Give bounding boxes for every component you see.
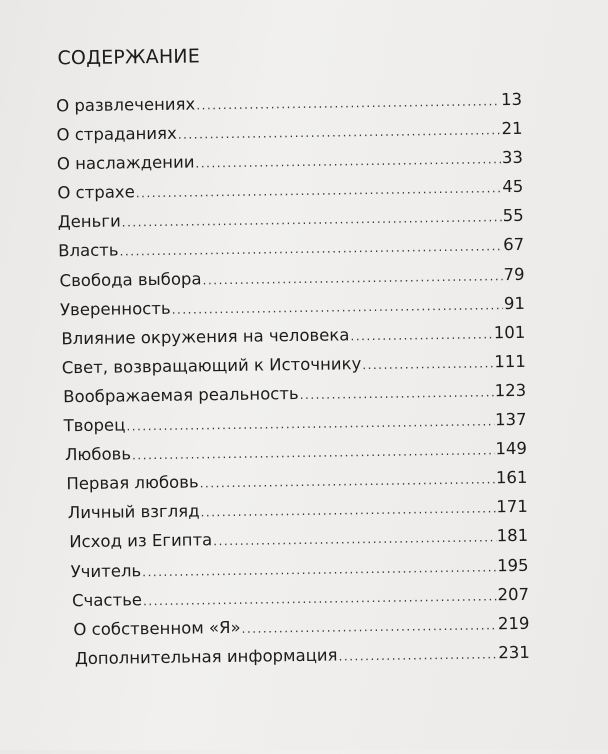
toc-entry-title: Деньги bbox=[57, 211, 121, 232]
toc-entry-title: Свет, возвращающий к Источнику bbox=[61, 353, 362, 378]
toc-entry-page-number: 101 bbox=[493, 322, 526, 343]
toc-entry-page-number: 13 bbox=[500, 89, 523, 110]
dot-leader bbox=[119, 240, 502, 259]
toc-entry-title: О наслаждении bbox=[56, 152, 195, 174]
toc-entry-page-number: 45 bbox=[502, 177, 524, 197]
toc-entry-page-number: 33 bbox=[501, 148, 524, 168]
dot-leader bbox=[338, 647, 497, 663]
toc-entry-title: Свобода выбора bbox=[59, 268, 202, 290]
toc-entry-title: Счастье bbox=[71, 589, 143, 610]
toc-entry-page-number: 195 bbox=[496, 555, 529, 575]
toc-entry-title: Любовь bbox=[64, 444, 132, 465]
toc-entry-title: Влияние окружения на человека bbox=[61, 325, 350, 349]
dot-leader bbox=[213, 531, 496, 549]
dot-leader bbox=[242, 618, 498, 636]
toc-entry-page-number: 161 bbox=[495, 468, 528, 488]
toc-entry-title: Учитель bbox=[70, 560, 142, 581]
toc-entry bbox=[64, 643, 530, 679]
toc-entry-title: О страхе bbox=[57, 182, 135, 203]
dot-leader bbox=[132, 443, 495, 462]
dot-leader bbox=[350, 327, 493, 343]
dot-leader bbox=[178, 123, 501, 142]
toc-entry-title: Воображаемая реальность bbox=[63, 383, 299, 407]
toc-entry-page-number: 149 bbox=[495, 438, 528, 459]
toc-heading: СОДЕРЖАНИЕ bbox=[57, 45, 201, 70]
toc-entry-page-number: 79 bbox=[503, 264, 525, 284]
toc-entry-title: О развлечениях bbox=[56, 94, 196, 116]
toc-entry-title: Власть bbox=[58, 240, 119, 261]
toc-entry-page-number: 123 bbox=[494, 380, 527, 401]
table-of-contents bbox=[56, 90, 530, 678]
dot-leader bbox=[200, 502, 495, 520]
toc-entry-page-number: 91 bbox=[503, 293, 526, 313]
toc-entry-page-number: 231 bbox=[498, 642, 530, 663]
dot-leader bbox=[122, 211, 502, 230]
toc-entry-title: Творец bbox=[63, 415, 126, 436]
dot-leader bbox=[142, 560, 496, 579]
toc-entry-title: О собственном «Я» bbox=[73, 617, 241, 639]
toc-entry-title: Личный взгляд bbox=[67, 501, 200, 523]
dot-leader bbox=[172, 298, 504, 317]
toc-entry-page-number: 219 bbox=[497, 613, 530, 633]
dot-leader bbox=[362, 356, 493, 372]
toc-entry-title: Дополнительная информация bbox=[74, 645, 338, 668]
toc-entry-page-number: 111 bbox=[494, 351, 526, 372]
toc-entry-page-number: 137 bbox=[494, 409, 527, 430]
toc-entry-page-number: 67 bbox=[503, 235, 525, 255]
dot-leader bbox=[200, 473, 495, 491]
dot-leader bbox=[202, 269, 502, 287]
toc-entry-page-number: 181 bbox=[496, 526, 529, 546]
toc-entry-title: Уверенность bbox=[59, 298, 171, 319]
dot-leader bbox=[196, 94, 500, 112]
toc-entry-page-number: 171 bbox=[496, 497, 528, 517]
dot-leader bbox=[300, 385, 494, 402]
toc-entry-page-number: 55 bbox=[502, 206, 524, 226]
toc-entry-page-number: 21 bbox=[501, 118, 523, 139]
dot-leader bbox=[136, 181, 502, 200]
toc-entry-title: О страданиях bbox=[56, 123, 177, 145]
toc-entry-title: Исход из Египта bbox=[69, 530, 213, 552]
dot-leader bbox=[143, 589, 497, 608]
toc-entry-title: Первая любовь bbox=[66, 472, 199, 494]
dot-leader bbox=[126, 414, 494, 433]
dot-leader bbox=[195, 152, 501, 170]
toc-entry-page-number: 207 bbox=[497, 584, 530, 604]
